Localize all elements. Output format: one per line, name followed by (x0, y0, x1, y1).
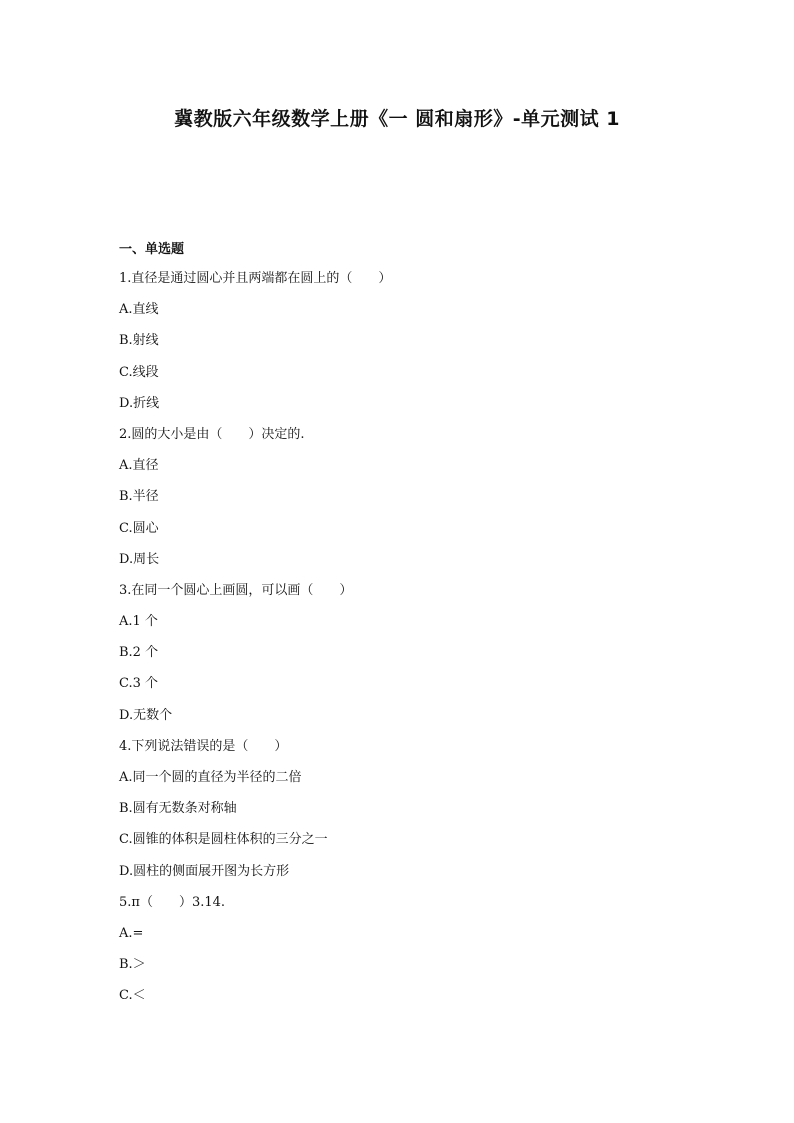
option-a: A.= (119, 925, 144, 941)
option-c: C.圆锥的体积是圆柱体积的三分之一 (119, 832, 328, 848)
option-c: C.线段 (119, 364, 159, 380)
option-c: C.＜ (119, 988, 146, 1004)
option-d: D.折线 (119, 395, 160, 411)
option-d: D.圆柱的侧面展开图为长方形 (119, 863, 290, 879)
document-title: 冀教版六年级数学上册《一 圆和扇形》-单元测试 1 (174, 108, 620, 130)
option-b: B.2 个 (119, 645, 159, 661)
question-stem: 2.圆的大小是由（ ）决定的. (119, 426, 305, 442)
option-b: B.＞ (119, 957, 146, 973)
option-b: B.半径 (119, 489, 159, 505)
question-stem: 3.在同一个圆心上画圆，可以画（ ） (119, 582, 353, 598)
option-a: A.同一个圆的直径为半径的二倍 (119, 770, 302, 785)
question-stem: 5.π（ ）3.14. (119, 894, 226, 910)
option-d: D.无数个 (119, 707, 173, 723)
option-c: C.圆心 (119, 520, 159, 536)
option-a: A.直线 (119, 302, 159, 318)
section-heading: 一、单选题 (119, 242, 185, 257)
option-b: B.射线 (119, 333, 159, 349)
option-a: A.直径 (119, 458, 159, 474)
option-d: D.周长 (119, 551, 160, 567)
option-c: C.3 个 (119, 676, 159, 692)
question-stem: 1.直径是通过圆心并且两端都在圆上的（ ） (119, 271, 392, 286)
question-stem: 4.下列说法错误的是（ ） (119, 738, 288, 754)
option-a: A.1 个 (119, 614, 158, 630)
option-b: B.圆有无数条对称轴 (119, 801, 237, 817)
question-list (119, 270, 719, 1019)
